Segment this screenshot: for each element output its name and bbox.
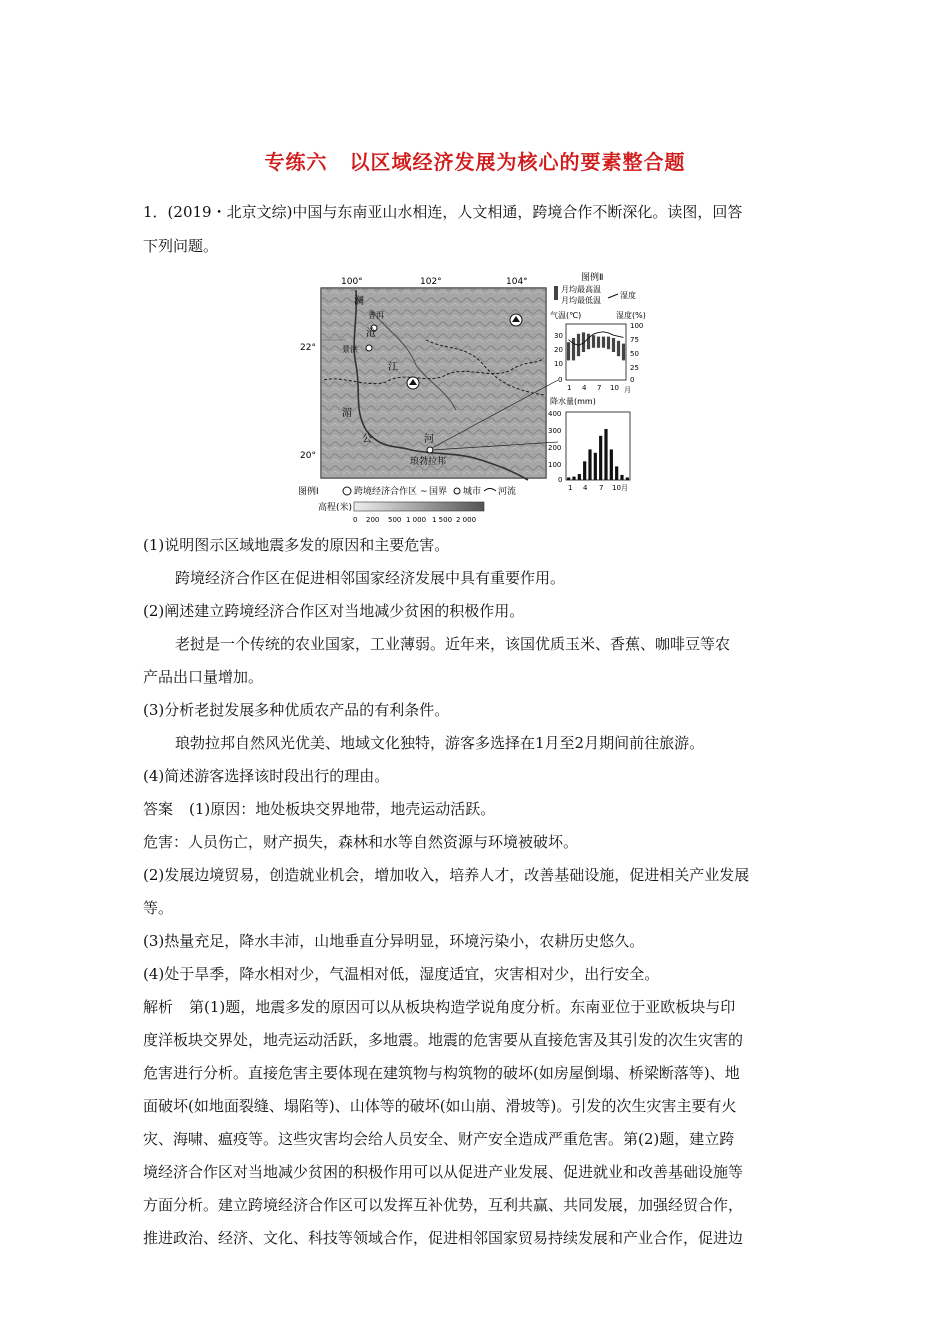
context-3: 老挝是一个传统的农业国家，工业薄弱。近年来，该国优质玉米、香蕉、咖啡豆等农	[175, 635, 731, 653]
answer-2: (2)发展边境贸易，创造就业机会，增加收入，培养人才，改善基础设施，促进相关产业发展	[143, 866, 750, 884]
temp-range-bar	[592, 335, 595, 348]
humidity-tick: 25	[630, 364, 639, 372]
answer-2-cont: 等。	[143, 899, 174, 917]
precip-x-tick: 10	[612, 484, 621, 492]
place-mei: 湄	[342, 408, 352, 419]
precip-tick: 400	[548, 410, 562, 418]
humidity-tick: 0	[630, 376, 635, 384]
precip-chart-label: 降水量(mm)	[550, 397, 596, 406]
precip-bar	[626, 477, 629, 480]
precip-bar	[578, 474, 581, 480]
analysis-line-2: 度洋板块交界处，地壳运动活跃，多地震。地震的危害要从直接危害及其引发的次生灾害的	[143, 1031, 744, 1049]
question-1: (1)说明图示区域地震多发的原因和主要危害。	[143, 536, 450, 554]
lon-label-102: 102°	[420, 277, 442, 287]
temp-x-unit: 月	[624, 386, 631, 394]
answer-3: (3)热量充足，降水丰沛，山地垂直分异明显，环境污染小，农耕历史悠久。	[143, 932, 645, 950]
place-he: 河	[424, 434, 434, 445]
humidity-tick: 50	[630, 350, 639, 358]
legend1-zone-icon	[343, 487, 351, 495]
elevation-tick: 1 500	[432, 516, 453, 524]
context-3-cont: 产品出口量增加。	[143, 668, 264, 686]
temp-range-bar	[567, 342, 570, 360]
city-jinghong	[366, 345, 372, 351]
legend2-title: 图例Ⅱ	[581, 273, 604, 283]
legend2-humidity-icon	[608, 294, 618, 298]
precip-bar	[610, 449, 613, 480]
precip-x-unit: 月	[621, 484, 628, 492]
figure-svg	[296, 270, 676, 530]
analysis-text-1: 第(1)题，地震多发的原因可以从板块构造学说角度分析。东南亚位于亚欧板块与印	[189, 998, 736, 1016]
question-intro: 1．(2019・北京文综)中国与东南亚山水相连，人文相通，跨境合作不断深化。读图，回答	[143, 203, 743, 221]
legend2-max: 月均最高温	[561, 285, 601, 294]
precip-tick: 0	[558, 476, 563, 484]
legend1-river: 河流	[498, 487, 517, 497]
temp-chart-marks	[567, 332, 625, 361]
elevation-tick: 2 000	[456, 516, 477, 524]
temp-x-tick: 7	[597, 384, 602, 392]
legend1-border: 国界	[429, 487, 448, 497]
precip-tick: 200	[548, 444, 562, 452]
precip-bar	[567, 477, 570, 480]
elevation-tick: 1 000	[406, 516, 427, 524]
precip-bar	[615, 466, 618, 480]
legend2-humidity: 湿度	[620, 291, 636, 300]
title-part2: 以区域经济发展为核心的要素整合题	[349, 150, 686, 174]
legend1-title: 图例Ⅰ	[298, 487, 319, 497]
precip-x-tick: 1	[568, 484, 573, 492]
elevation-tick: 0	[353, 516, 358, 524]
page-title	[0, 146, 950, 175]
temp-range-bar	[572, 338, 575, 360]
place-lan: 澜	[354, 296, 364, 307]
analysis-line-5: 灾、海啸、瘟疫等。这些灾害均会给人员安全、财产安全造成严重危害。第(2)题，建立跨	[143, 1130, 735, 1148]
place-gong: 公	[362, 434, 372, 445]
question-intro-cont: 下列问题。	[143, 237, 219, 255]
legend1-elevation-label: 高程(米)	[318, 503, 353, 513]
precip-bar	[599, 436, 602, 480]
place-luang-prabang: 琅勃拉邦	[410, 457, 447, 467]
temp-tick: 30	[554, 332, 563, 340]
context-2: 跨境经济合作区在促进相邻国家经济发展中具有重要作用。	[175, 569, 566, 587]
temp-tick: 0	[558, 376, 563, 384]
legend1-city: 城市	[463, 487, 482, 497]
title-part1: 专练六	[264, 150, 328, 174]
temp-range-bar	[602, 337, 605, 348]
legend2-min: 月均最低温	[561, 296, 601, 305]
precip-tick: 300	[548, 427, 562, 435]
precip-x-tick: 4	[583, 484, 588, 492]
elevation-ticks	[353, 516, 476, 524]
precip-bar	[588, 449, 591, 480]
precip-bar	[594, 453, 597, 480]
temp-x-tick: 4	[582, 384, 587, 392]
precip-chart-marks	[567, 429, 629, 480]
humidity-tick: 100	[630, 322, 644, 330]
context-4: 琅勃拉邦自然风光优美、地域文化独特，游客多选择在1月至2月期间前往旅游。	[175, 734, 705, 752]
legend1-river-icon	[484, 489, 496, 492]
temp-chart-right-ticks	[630, 322, 643, 384]
answer-label: 答案	[143, 800, 174, 818]
legend1-border-icon: ~	[420, 487, 428, 497]
temp-range-bar	[597, 337, 600, 348]
map	[321, 288, 558, 480]
legend1-city-icon	[454, 488, 460, 494]
temp-chart-right-label: 湿度(%)	[616, 311, 646, 320]
legend2-bar-icon	[554, 286, 558, 300]
temp-range-bar	[612, 338, 615, 352]
lat-label-20: 20°	[300, 451, 316, 461]
answer-line-1	[143, 799, 495, 819]
precip-bar	[604, 429, 607, 480]
temp-tick: 20	[554, 346, 563, 354]
precip-tick: 100	[548, 461, 562, 469]
lon-label-100: 100°	[341, 277, 363, 287]
place-cang: 沧	[366, 328, 376, 339]
temp-chart-left-ticks	[554, 332, 563, 384]
analysis-line-3: 危害进行分析。直接危害主要体现在建筑物与构筑物的破坏(如房屋倒塌、桥梁断落等)、地	[143, 1064, 740, 1082]
temp-chart-x-ticks	[567, 384, 631, 394]
analysis-line-4: 面破坏(如地面裂缝、塌陷等)、山体等的破坏(如山崩、滑坡等)。引发的次生灾害主要有火	[143, 1097, 737, 1115]
precip-bar	[583, 461, 586, 480]
lat-label-22: 22°	[300, 343, 316, 353]
humidity-line	[569, 332, 624, 345]
place-jiang: 江	[388, 362, 398, 373]
analysis-label: 解析	[143, 998, 174, 1016]
elevation-scale	[354, 502, 484, 511]
question-3: (3)分析老挝发展多种优质农产品的有利条件。	[143, 701, 450, 719]
temp-range-bar	[617, 341, 620, 356]
temp-range-bar	[607, 337, 610, 350]
answer-1: (1)原因：地处板块交界地带，地壳运动活跃。	[189, 800, 496, 818]
answer-4: (4)处于旱季，降水相对少，气温相对低，湿度适宜，灾害相对少，出行安全。	[143, 965, 660, 983]
temp-range-bar	[587, 334, 590, 349]
place-puer: 普洱	[368, 311, 384, 320]
precip-chart-x-ticks	[568, 484, 628, 492]
legend1-zone: 跨境经济合作区	[354, 487, 418, 497]
precip-x-tick: 7	[599, 484, 604, 492]
temp-range-bar	[622, 344, 625, 361]
place-jinghong: 景洪	[342, 345, 358, 354]
humidity-tick: 75	[630, 336, 639, 344]
analysis-line-6: 境经济合作区对当地减少贫困的积极作用可以从促进产业发展、促进就业和改善基础设施等	[143, 1163, 744, 1181]
answer-1-harm: 危害：人员伤亡，财产损失，森林和水等自然资源与环境被破坏。	[143, 833, 579, 851]
question-4: (4)简述游客选择该时段出行的理由。	[143, 767, 390, 785]
precip-bar	[620, 475, 623, 480]
temp-tick: 10	[554, 360, 563, 368]
precip-chart-frame	[566, 412, 630, 480]
temp-x-tick: 10	[610, 384, 619, 392]
elevation-tick: 200	[366, 516, 380, 524]
elevation-tick: 500	[388, 516, 402, 524]
precip-chart-y-ticks	[548, 410, 562, 484]
lon-label-104: 104°	[506, 277, 528, 287]
question-2: (2)阐述建立跨境经济合作区对当地减少贫困的积极作用。	[143, 602, 525, 620]
question-figure	[296, 270, 676, 530]
temp-x-tick: 1	[567, 384, 572, 392]
analysis-line-8: 推进政治、经济、文化、科技等领域合作，促进相邻国家贸易持续发展和产业合作，促进边	[143, 1229, 744, 1247]
analysis-line-1	[143, 997, 735, 1017]
precip-bar	[572, 477, 575, 480]
analysis-line-7: 方面分析。建立跨境经济合作区可以发挥互补优势，互利共赢、共同发展，加强经贸合作，	[143, 1196, 744, 1214]
temp-chart-left-label: 气温(℃)	[550, 311, 582, 320]
